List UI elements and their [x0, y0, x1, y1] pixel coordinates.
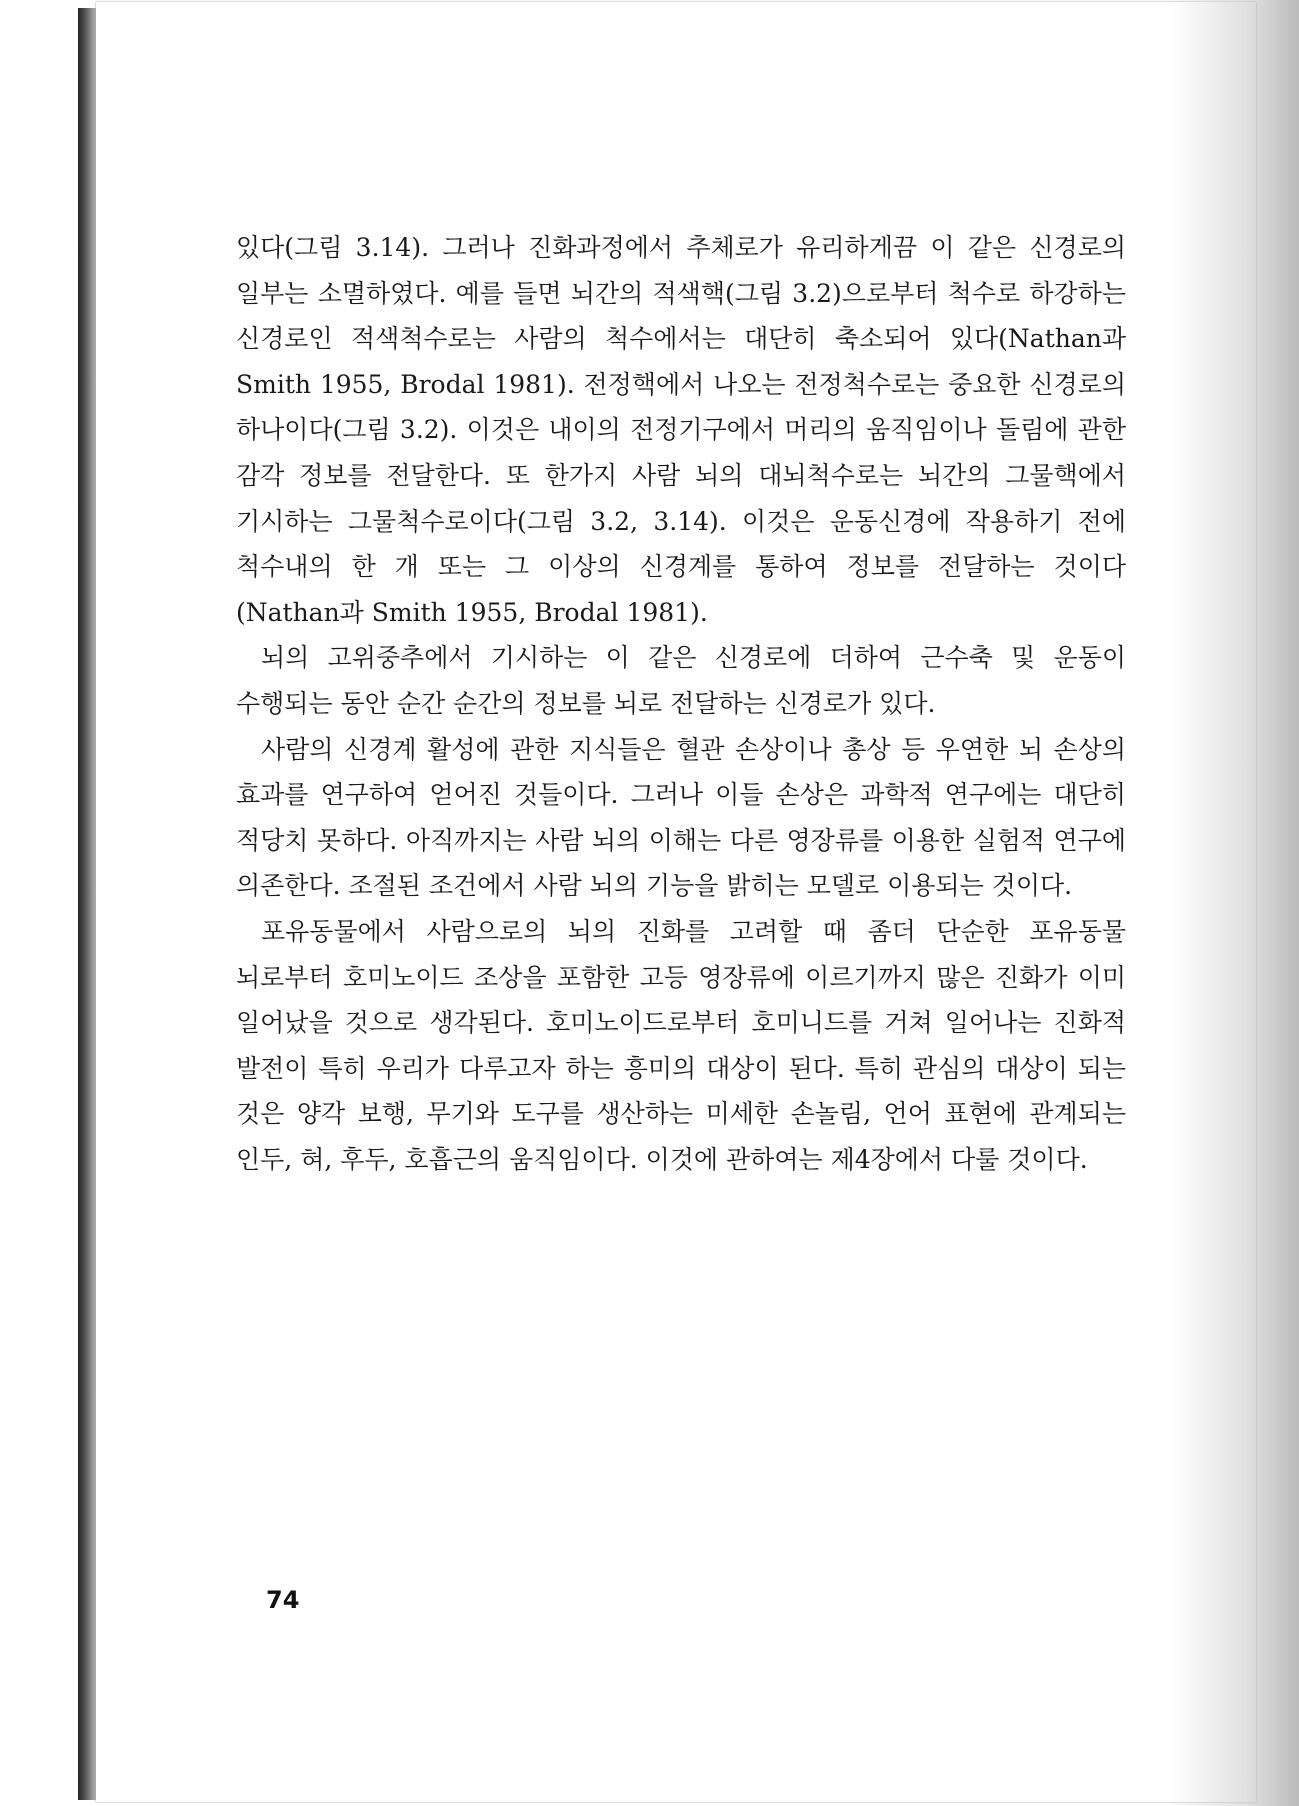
page-number: 74	[266, 1586, 300, 1614]
paragraph-1: 있다(그림 3.14). 그러나 진화과정에서 추체로가 유리하게끔 이 같은 신경로의 일부는 소멸하였다. 예를 들면 뇌간의 적색핵(그림 3.2)으로부터 척수로 하강하는 신경로인 적색척수로는 사람의 척수에서는 대단히 축소되어 있다(Nathan과 Smith 1955, Brodal 1981). 전정핵에서 나오는 전정척수로는 중요한 신경로의 하나이다(그림 3.2). 이것은 내이의 전정기구에서 머리의 움직임이나 돌림에 관한 감각 정보를 전달한다. 또 한가지 사람 뇌의 대뇌척수로는 뇌간의 그물핵에서 기시하는 그물척수로이다(그림 3.2, 3.14). 이것은 운동신경에 작용하기 전에 척수내의 한 개 또는 그 이상의 신경계를 통하여 정보를 전달하는 것이다(Nathan과 Smith 1955, Brodal 1981).	[236, 233, 1126, 627]
paragraph-4: 포유동물에서 사람으로의 뇌의 진화를 고려할 때 좀더 단순한 포유동물 뇌로부터 호미노이드 조상을 포함한 고등 영장류에 이르기까지 많은 진화가 이미 일어났을 것으로 생각된다. 호미노이드로부터 호미니드를 거쳐 일어나는 진화적 발전이 특히 우리가 다루고자 하는 흥미의 대상이 된다. 특히 관심의 대상이 되는 것은 양각 보행, 무기와 도구를 생산하는 미세한 손놀림, 언어 표현에 관계되는 인두, 혀, 후두, 호흡근의 움직임이다. 이것에 관하여는 제4장에서 다룰 것이다.	[236, 916, 1126, 1174]
body-text	[236, 225, 1126, 1182]
paragraph-2: 뇌의 고위중추에서 기시하는 이 같은 신경로에 더하여 근수축 및 운동이 수행되는 동안 순간 순간의 정보를 뇌로 전달하는 신경로가 있다.	[236, 643, 1126, 718]
paragraph-3: 사람의 신경계 활성에 관한 지식들은 혈관 손상이나 총상 등 우연한 뇌 손상의 효과를 연구하여 얻어진 것들이다. 그러나 이들 손상은 과학적 연구에는 대단히 적당치 못하다. 아직까지는 사람 뇌의 이해는 다른 영장류를 이용한 실험적 연구에 의존한다. 조절된 조건에서 사람 뇌의 기능을 밝히는 모델로 이용되는 것이다.	[236, 734, 1126, 901]
page-shadow	[1169, 0, 1299, 1806]
